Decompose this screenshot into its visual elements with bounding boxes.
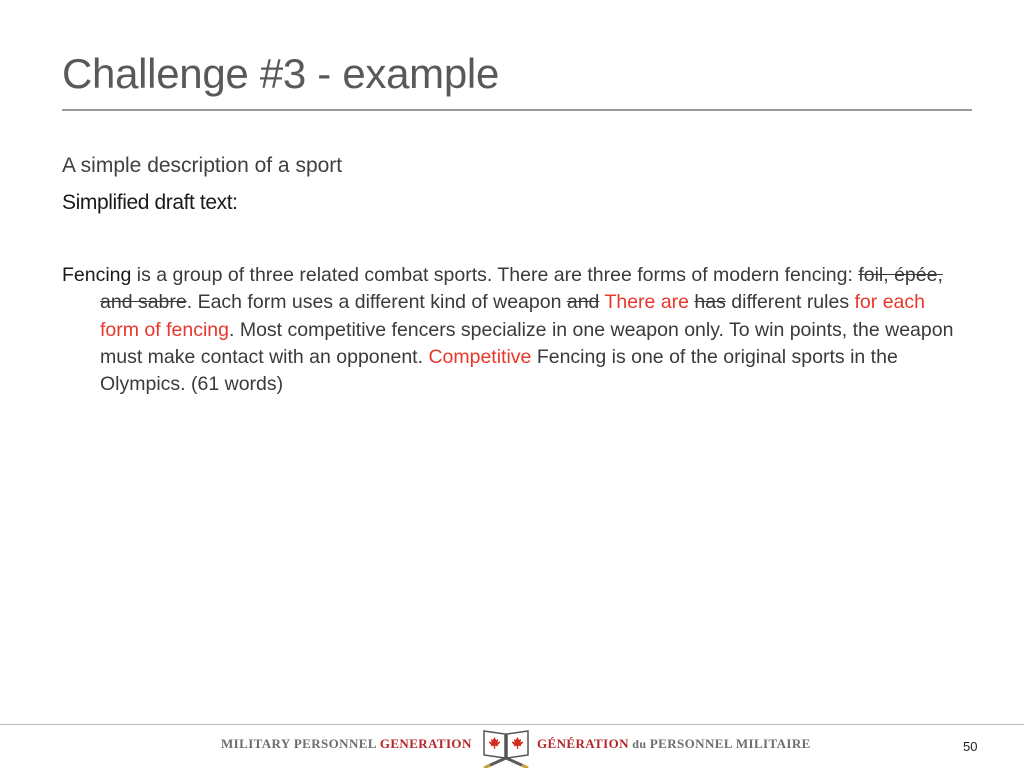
draft-paragraph	[62, 262, 960, 398]
footer-text: MILITARY PERSONNEL	[221, 736, 380, 751]
text-segment: different rules	[725, 291, 855, 314]
text-segment-lead: Fencing	[62, 264, 132, 286]
slide-subtitle: A simple description of a sport	[62, 154, 343, 177]
inserted-text: for each form of fencing	[100, 291, 925, 341]
inserted-text: Competitive	[428, 345, 532, 368]
draft-label: Simplified draft text:	[62, 191, 238, 214]
footer-english-wordmark	[221, 736, 472, 752]
inserted-text: There are	[599, 291, 695, 314]
maple-leaf-book-emblem-icon	[478, 727, 534, 768]
page-number: 50	[963, 739, 978, 754]
text-segment: Fencing is one of the original sports in the Olympics. (61 words)	[100, 345, 898, 396]
footer-text-accent: GÉNÉRATION	[537, 736, 629, 751]
footer-text-accent: GENERATION	[379, 736, 472, 751]
slide-title: Challenge #3 - example	[62, 50, 500, 97]
footer-text: PERSONNEL MILITAIRE	[649, 736, 811, 751]
footer-french-wordmark	[537, 736, 811, 752]
footer-divider	[0, 724, 1024, 725]
title-divider	[62, 109, 972, 111]
text-segment: is a group of three related combat sports. There are three forms of modern fencing:	[131, 264, 859, 286]
text-segment: . Each form uses a different kind of weapon	[186, 291, 567, 314]
deleted-text: and	[566, 291, 600, 314]
footer-text: du	[628, 737, 650, 751]
deleted-text: foil, épée, and sabre	[100, 264, 943, 314]
text-segment: . Most competitive fencers specialize in one weapon only. To win points, the weapon must make contact with an opponent.	[100, 318, 954, 368]
deleted-text: has	[694, 291, 726, 314]
